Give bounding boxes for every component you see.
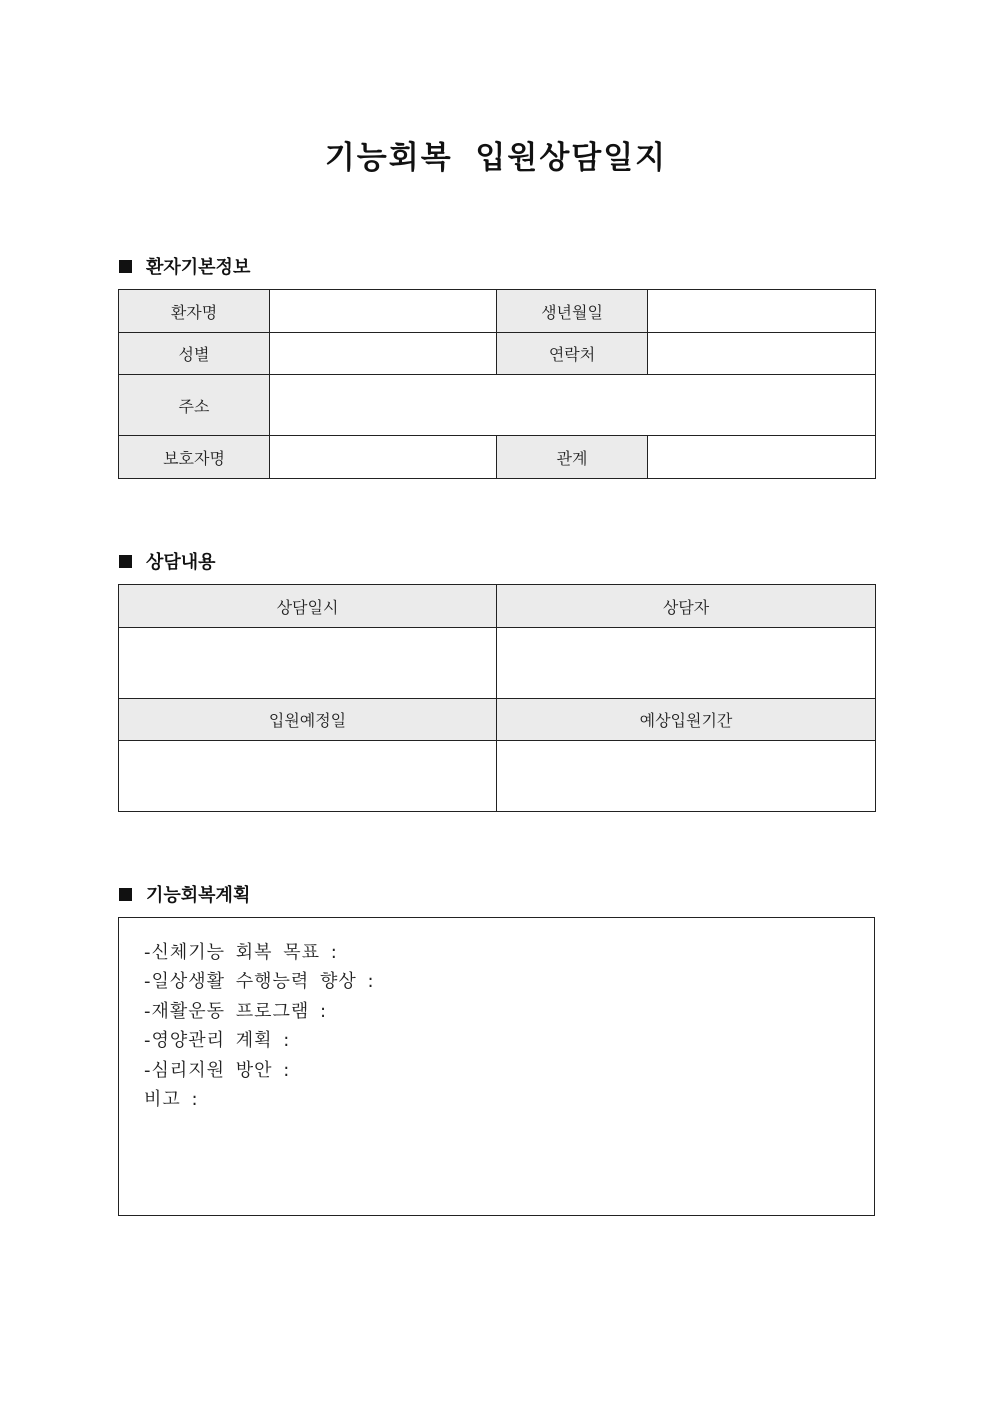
label-birth-date: 생년월일 (497, 290, 648, 333)
table-row (119, 375, 876, 436)
consult-datetime-field[interactable] (119, 628, 497, 699)
patient-info-table (118, 289, 876, 479)
section-heading-patient-info (119, 253, 250, 279)
table-row (119, 699, 876, 741)
label-consult-datetime: 상담일시 (119, 585, 497, 628)
sex-field[interactable] (270, 333, 497, 375)
label-relation: 관계 (497, 436, 648, 479)
expected-period-field[interactable] (497, 741, 876, 812)
page-title: 기능회복 입원상담일지 (324, 140, 668, 176)
square-bullet-icon (119, 555, 132, 568)
plan-item-daily-living: -일상생활 수행능력 향상 : (144, 971, 375, 993)
birth-date-field[interactable] (648, 290, 876, 333)
plan-list (119, 918, 874, 1114)
table-row (119, 436, 876, 479)
plan-item-physical-goal: -신체기능 회복 목표 : (144, 942, 338, 963)
counselor-field[interactable] (497, 628, 876, 699)
patient-name-field[interactable] (270, 290, 497, 333)
table-row (119, 585, 876, 628)
square-bullet-icon (119, 260, 132, 273)
section-heading-label: 환자기본정보 (146, 257, 251, 278)
label-contact: 연락처 (497, 333, 648, 375)
guardian-name-field[interactable] (270, 436, 497, 479)
plan-item-remarks: 비고 : (144, 1089, 199, 1111)
label-address: 주소 (119, 375, 270, 436)
section-heading-plan (119, 881, 250, 907)
label-sex: 성별 (119, 333, 270, 375)
address-field[interactable] (270, 375, 876, 436)
label-counselor: 상담자 (497, 585, 876, 628)
square-bullet-icon (119, 888, 132, 901)
table-row (119, 628, 876, 699)
section-heading-label: 기능회복계획 (146, 885, 251, 906)
label-guardian-name: 보호자명 (119, 436, 270, 479)
plan-item-rehab-program: -재활운동 프로그램 : (144, 1000, 328, 1022)
table-row (119, 333, 876, 375)
label-expected-period: 예상입원기간 (497, 699, 876, 741)
label-admission-date: 입원예정일 (119, 699, 497, 741)
section-heading-consultation (119, 548, 216, 574)
plan-text-area[interactable] (118, 917, 875, 1216)
contact-field[interactable] (648, 333, 876, 375)
table-row (119, 741, 876, 812)
relation-field[interactable] (648, 436, 876, 479)
admission-date-field[interactable] (119, 741, 497, 812)
table-row (119, 290, 876, 333)
label-patient-name: 환자명 (119, 290, 270, 333)
plan-item-nutrition: -영양관리 계획 : (144, 1030, 291, 1052)
section-heading-label: 상담내용 (146, 552, 216, 573)
consultation-table (118, 584, 876, 812)
plan-item-psych-support: -심리지원 방안 : (144, 1059, 291, 1081)
